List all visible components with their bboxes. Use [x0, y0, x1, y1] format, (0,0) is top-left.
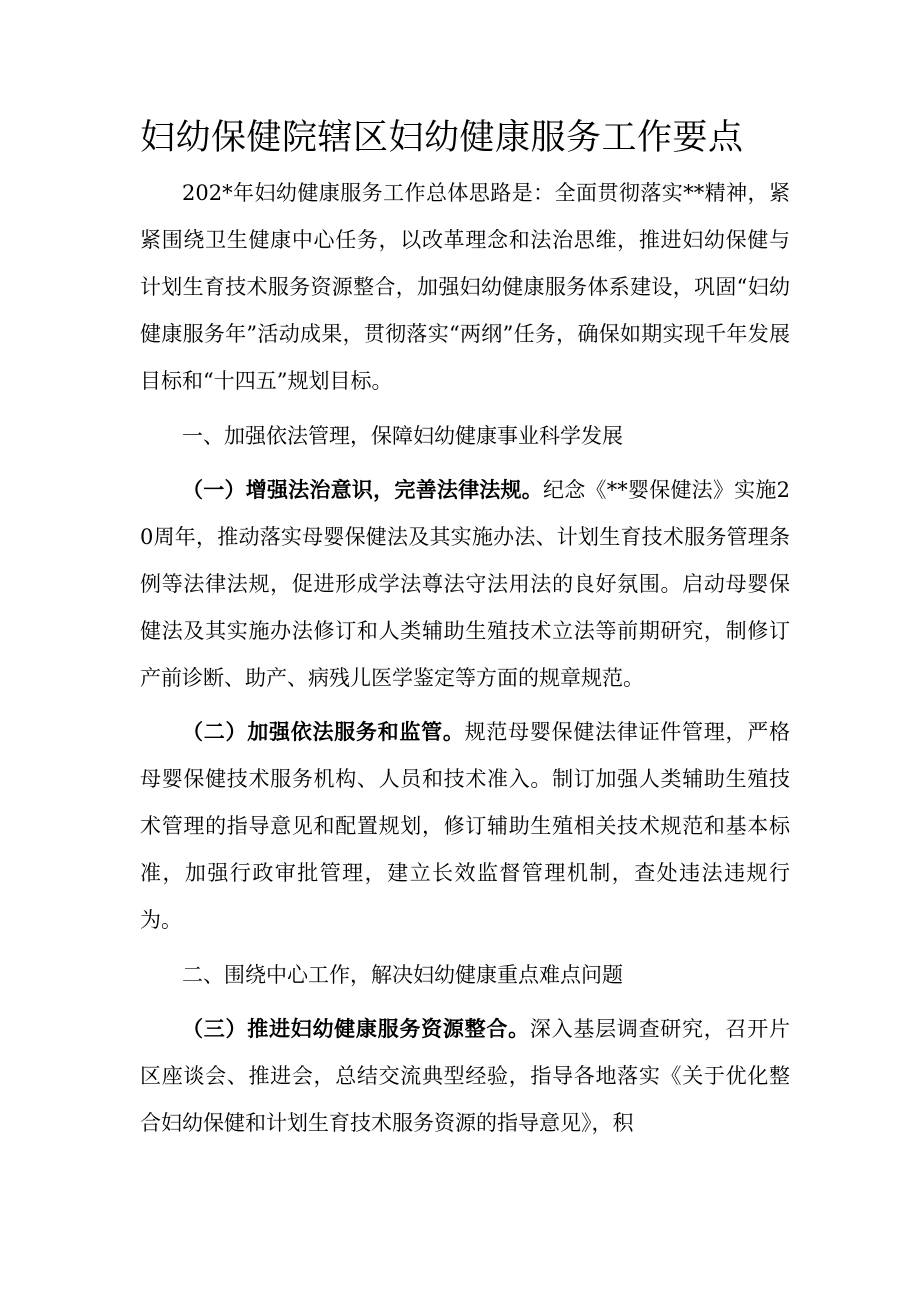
section-1-heading: 一、加强依法管理，保障妇幼健康事业科学发展	[182, 424, 623, 448]
item-3-lead: （三）推进妇幼健康服务资源整合。	[182, 1016, 530, 1041]
item-3-body: 深入基层调查研究，召开片区座谈会、推进会，总结交流典型经验，指导各地落实《关于优化整合妇幼保健和计划生育技术服务资源的指导意见》，积	[140, 1017, 791, 1135]
document-title: 妇幼保健院辖区妇幼健康服务工作要点	[140, 118, 744, 158]
item-1-lead: （一）增强法治意识，完善法律法规。	[182, 477, 544, 502]
intro-paragraph: 202*年妇幼健康服务工作总体思路是：全面贯彻落实**精神，紧紧围绕卫生健康中心任务，以改革理念和法治思维，推进妇幼保健与计划生育技术服务资源整合，加强妇幼健康服务体系建设，巩固“妇幼健康服务年”活动成果，贯彻落实“两纲”任务，确保如期实现千年发展目标和“十四五”规划目标。	[140, 181, 790, 393]
item-3-paragraph	[140, 1005, 790, 1147]
section-2-heading: 二、围绕中心工作，解决妇幼健康重点难点问题	[182, 963, 623, 987]
item-2-lead: （二）加强依法服务和监管。	[182, 719, 465, 744]
document-page	[140, 112, 790, 1147]
item-2-paragraph	[140, 708, 790, 944]
item-1-body: 纪念《**婴保健法》实施20周年，推动落实母婴保健法及其实施办法、计划生育技术服务管理条例等法律法规，促进形成学法尊法守法用法的良好氛围。启动母婴保健法及其实施办法修订和人类辅助生殖技术立法等前期研究，制修订产前诊断、助产、病残儿医学鉴定等方面的规章规范。	[140, 478, 790, 690]
item-1-paragraph	[140, 466, 790, 702]
item-2-body: 规范母婴保健法律证件管理，严格母婴保健技术服务机构、人员和技术准入。制订加强人类辅助生殖技术管理的指导意见和配置规划，修订辅助生殖相关技术规范和基本标准，加强行政审批管理，建立长效监督管理机制，查处违法违规行为。	[140, 720, 791, 932]
